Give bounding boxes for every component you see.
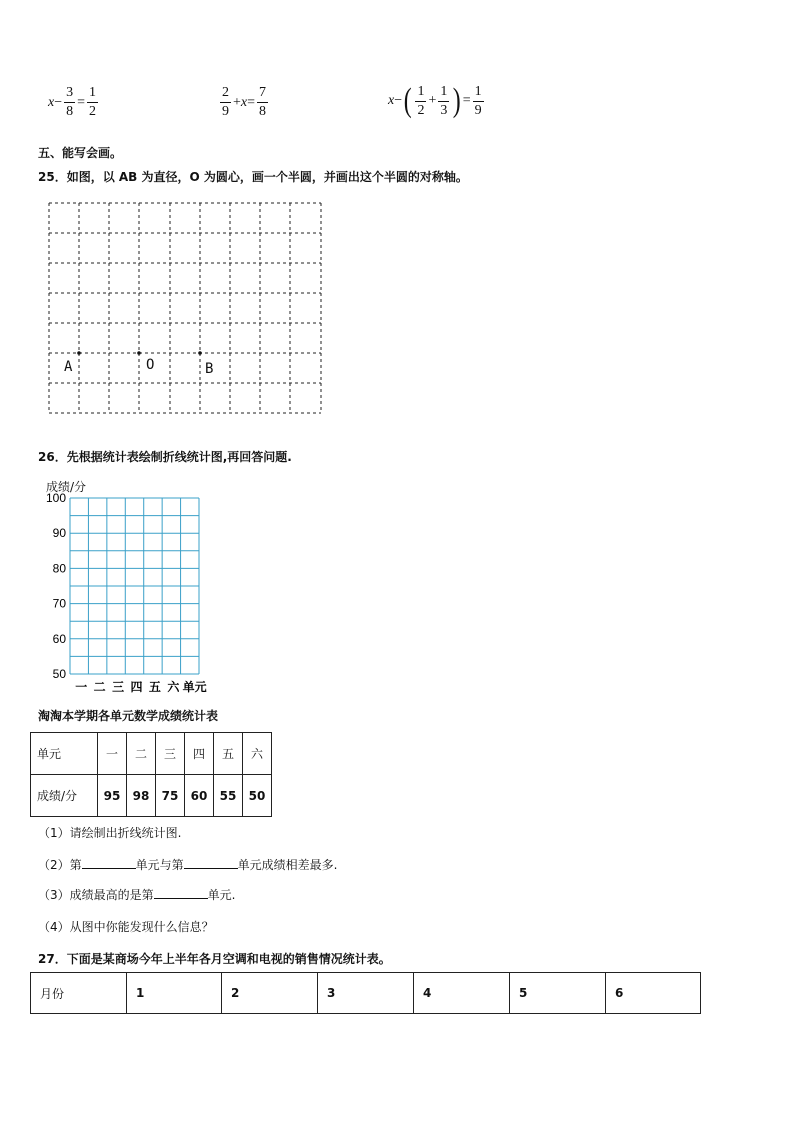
eq2-op: + [233, 94, 241, 110]
y-tick-label: 50 [52, 667, 66, 681]
chart-ylabel: 成绩/分 [46, 480, 87, 494]
month-cell: 2 [222, 973, 318, 1014]
eq3-op: − [394, 93, 403, 108]
x-tick-label: 五 [148, 680, 161, 694]
eq2-fraction-1: $\frac{2}{9}$ [222, 85, 229, 119]
q25-dashed-grid [44, 198, 328, 418]
row-label-score: 成绩/分 [31, 775, 98, 817]
q26-table-title: 淘淘本学期各单元数学成绩统计表 [38, 709, 219, 723]
eq1-equals: = [77, 94, 86, 110]
y-tick-label: 100 [45, 492, 66, 505]
eq3-fraction-1: $\frac{1}{2}$ [417, 83, 425, 118]
sub3-part-b: 单元. [207, 888, 236, 902]
q25-text: 25．如图，以 AB 为直径，O 为圆心，画一个半圆，并画出这个半圆的对称轴。 [38, 170, 468, 184]
eq3-var: x [388, 93, 395, 108]
eq2-equals: = [247, 94, 256, 110]
x-axis-label: 单元 [182, 680, 207, 694]
equation-2 [218, 86, 270, 119]
eq1-var: x [48, 94, 55, 110]
row-label-unit: 单元 [31, 733, 98, 775]
y-tick-label: 90 [52, 526, 66, 541]
month-cell: 6 [606, 973, 701, 1014]
month-cell: 4 [414, 973, 510, 1014]
line-chart-grid [36, 492, 236, 697]
month-header: 月份 [31, 973, 127, 1014]
x-tick-label: 四 [130, 680, 143, 694]
table-row-units [31, 733, 272, 775]
eq1-fraction-1: $\frac{3}{8}$ [66, 85, 74, 119]
unit-cell: 五 [214, 733, 243, 775]
q26-sub4: （4）从图中你能发现什么信息？ [38, 920, 214, 934]
q26-sub2 [38, 856, 337, 873]
score-cell: 55 [214, 775, 243, 817]
unit-cell: 二 [127, 733, 156, 775]
q26-score-table [30, 732, 272, 817]
point-b [198, 351, 202, 355]
eq3-equals: = [462, 93, 471, 108]
score-cell: 50 [243, 775, 272, 817]
month-cell: 1 [127, 973, 222, 1014]
answer-blank-1[interactable] [82, 858, 136, 869]
eq3-left-paren: ( [403, 82, 412, 119]
eq1-op: − [54, 94, 63, 110]
equation-3 [388, 84, 486, 118]
q26-sub1: （1）请绘制出折线统计图. [38, 826, 182, 840]
y-tick-label: 60 [52, 631, 66, 646]
eq2-fraction-2: $\frac{7}{8}$ [259, 85, 267, 119]
q26-sub3 [38, 886, 235, 903]
y-tick-label: 70 [52, 596, 66, 611]
score-cell: 60 [185, 775, 214, 817]
y-tick-label: 80 [52, 561, 66, 576]
q27-text: 27．下面是某商场今年上半年各月空调和电视的销售情况统计表。 [38, 952, 391, 966]
label-o: O [146, 357, 155, 373]
section-5-title: 五、能写会画。 [38, 146, 123, 160]
equation-1 [48, 86, 100, 119]
x-tick-label: 六 [167, 680, 180, 694]
unit-cell: 三 [156, 733, 185, 775]
unit-cell: 六 [243, 733, 272, 775]
month-cell: 3 [318, 973, 414, 1014]
sub2-part-c: 单元成绩相差最多. [237, 858, 338, 872]
eq3-right-paren: ) [453, 82, 461, 119]
sub2-part-a: （2）第 [38, 858, 82, 872]
x-tick-label: 二 [93, 680, 106, 694]
x-tick-label: 三 [112, 680, 125, 694]
eq1-fraction-2: $\frac{1}{2}$ [89, 85, 97, 119]
month-cell: 5 [510, 973, 606, 1014]
eq2-var: x [240, 94, 248, 110]
sub3-part-a: （3）成绩最高的是第 [38, 888, 154, 902]
answer-blank-3[interactable] [154, 888, 208, 899]
label-b: B [205, 361, 214, 377]
eq3-fraction-2: $\frac{1}{3}$ [440, 83, 448, 118]
score-cell: 75 [156, 775, 185, 817]
q26-text: 26．先根据统计表绘制折线统计图,再回答问题. [38, 450, 292, 464]
table-row-scores [31, 775, 272, 817]
unit-cell: 一 [98, 733, 127, 775]
point-o [137, 351, 141, 355]
answer-blank-2[interactable] [184, 858, 238, 869]
label-a: A [64, 359, 73, 375]
eq3-fraction-3: $\frac{1}{9}$ [474, 83, 482, 118]
q27-month-table [30, 972, 701, 1014]
table-row-months [31, 973, 701, 1014]
score-cell: 98 [127, 775, 156, 817]
score-cell: 95 [98, 775, 127, 817]
sub2-part-b: 单元与第 [135, 858, 184, 872]
x-tick-label: 一 [75, 680, 88, 694]
unit-cell: 四 [185, 733, 214, 775]
eq3-inner-op: + [428, 93, 437, 108]
point-a [77, 351, 81, 355]
